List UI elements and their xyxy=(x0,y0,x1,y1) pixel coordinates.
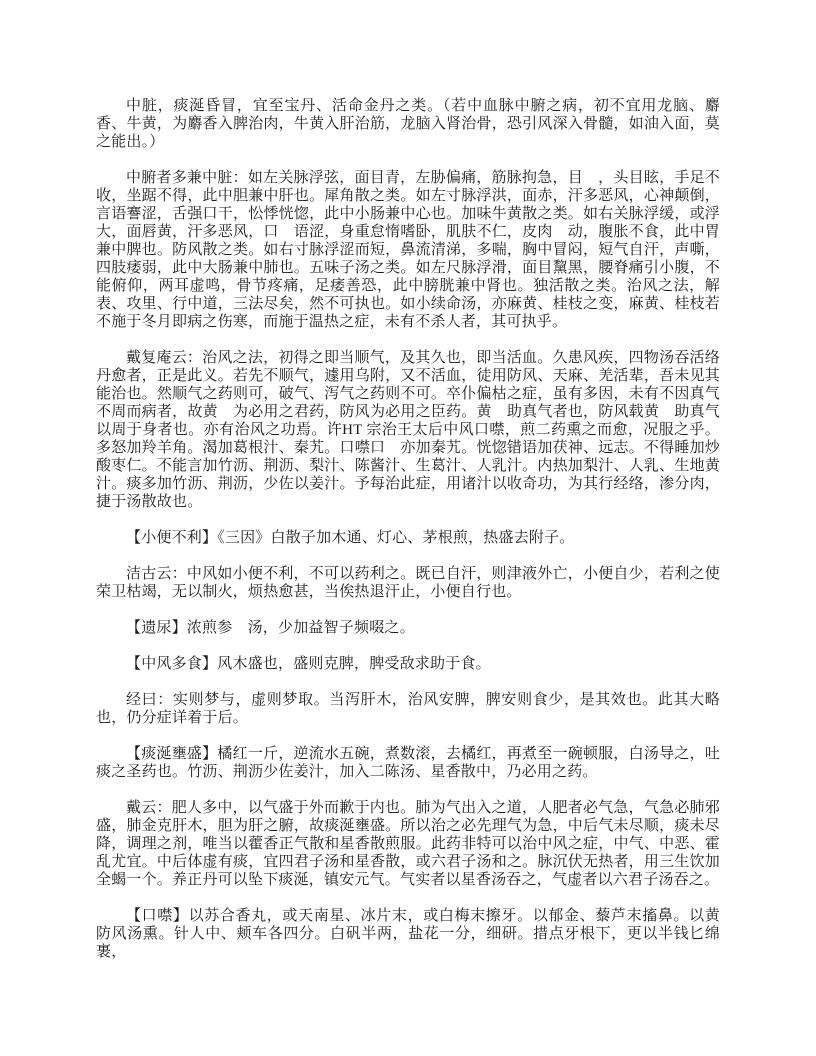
paragraph-daifuan-quote: 戴复庵云：治风之法，初得之即当顺气，及其久也，即当活血。久患风疾，四物汤吞活络丹愈者，正是此义。若先不顺气，遽用乌附，又不活血，徒用防风、天麻、羌活辈，吾未见其能治也。然顺气之药则可，破气、泻气之药则不可。卒仆偏枯之症，虽有多因，未有不因真气不周而病者，故黄 为必用之君药，防风为必用之臣药。黄 助真气者也，防风载黄 助真气以周于身者也。亦有治风之功焉。许HT 宗治王太后中风口噤，煎二药熏之而愈，况服之乎。多怒加羚羊角。渴加葛根汁、秦艽。口噤口 亦加秦艽。恍惚错语加茯神、远志。不得睡加炒酸枣仁。不能言加竹沥、荆沥、梨汁、陈酱汁、生葛汁、人乳汁。内热加梨汁、人乳、生地黄汁。痰多加竹沥、荆沥，少佐以姜汁。予每治此症，用诸汁以收奇功，为其行经络，渗分肉，捷于汤散故也。 xyxy=(96,350,720,510)
paragraph-koujin: 【口噤】以苏合香丸，或天南星、冰片末，或白梅末擦牙。以郁金、藜芦末搐鼻。以黄 防风汤熏。针人中、颊车各四分。白矾半两，盐花一分，细研。措点牙根下，更以半钱匕绵裹， xyxy=(96,908,736,960)
paragraph-zhongzang: 中脏，痰涎昏冒，宜至宝丹、活命金丹之类。（若中血脉中腑之病，初不宜用龙脑、麝香、牛黄，为麝香入脾治肉，牛黄入肝治筋，龙脑入肾治骨，恐引风深入骨髓，如油入面，莫之能出。） xyxy=(96,98,720,150)
paragraph-jiegu-quote: 洁古云：中风如小便不利，不可以药利之。既已自汗，则津液外亡，小便自少，若利之使荣卫枯竭，无以制火，烦热愈甚，当俟热退汗止，小便自行也。 xyxy=(96,566,720,600)
paragraph-yiniao: 【遗尿】浓煎参 汤，少加益智子频啜之。 xyxy=(126,620,415,636)
paragraph-jingyue: 经曰：实则梦与，虚则梦取。当泻肝木，治风安脾，脾安则食少，是其效也。此其大略也，仍分症详着于后。 xyxy=(96,692,720,726)
paragraph-tanxian-yongsheng: 【痰涎壅盛】橘红一斤，逆流水五碗，煮数滚，去橘红，再煮至一碗顿服，白汤导之，吐痰之圣药也。竹沥、荆沥少佐姜汁，加入二陈汤、星香散中，乃必用之药。 xyxy=(96,746,720,780)
paragraph-zhongfu: 中腑者多兼中脏：如左关脉浮弦，面目青，左胁偏痛，筋脉拘急，目 ，头目眩，手足不收，坐踞不得，此中胆兼中肝也。犀角散之类。如左寸脉浮洪，面赤，汗多恶风，心神颠倒，言语謇涩，舌强口干，忪悸恍惚，此中小肠兼中心也。加味牛黄散之类。如右关脉浮缓，或浮大，面唇黄，汗多恶风，口 语涩，身重怠惰嗜卧，肌肤不仁，皮肉 动，腹胀不食，此中胃兼中脾也。防风散之类。如右寸脉浮涩而短，鼻流清涕，多喘，胸中冒闷，短气自汗，声嘶，四肢痿弱，此中大肠兼中肺也。五味子汤之类。如左尺脉浮滑，面目黧黑，腰脊痛引小腹，不能俯仰，两耳虚鸣，骨节疼痛，足痿善恐，此中膀胱兼中肾也。独活散之类。治风之法，解表、攻里、行中道，三法尽矣，然不可执也。如小续命汤，亦麻黄、桂枝之变，麻黄、桂枝若不施于冬月即病之伤寒，而施于温热之症，未有不杀人者，其可执乎。 xyxy=(96,170,720,330)
paragraph-daiyun-quote: 戴云：肥人多中，以气盛于外而歉于内也。肺为气出入之道，人肥者必气急，气急必肺邪盛，肺金克肝木，胆为肝之腑，故痰涎壅盛。所以治之必先理气为急，中后气未尽顺，痰未尽降，调理之剂，唯当以藿香正气散和星香散煎服。此药非特可以治中风之症，中气、中恶、霍乱尤宜。中后体虚有痰，宜四君子汤和星香散，或六君子汤和之。脉沉伏无热者，用三生饮加全蝎一个。养正丹可以坠下痰涎，镇安元气。气实者以星香汤吞之，气虚者以六君子汤吞之。 xyxy=(96,800,720,888)
paragraph-xiaobian-buli: 【小便不利】《三因》白散子加木通、灯心、茅根煎，热盛去附子。 xyxy=(126,530,575,546)
paragraph-zhongfeng-duoshi: 【中风多食】风木盛也，盛则克脾，脾受敌求助于食。 xyxy=(126,656,491,672)
